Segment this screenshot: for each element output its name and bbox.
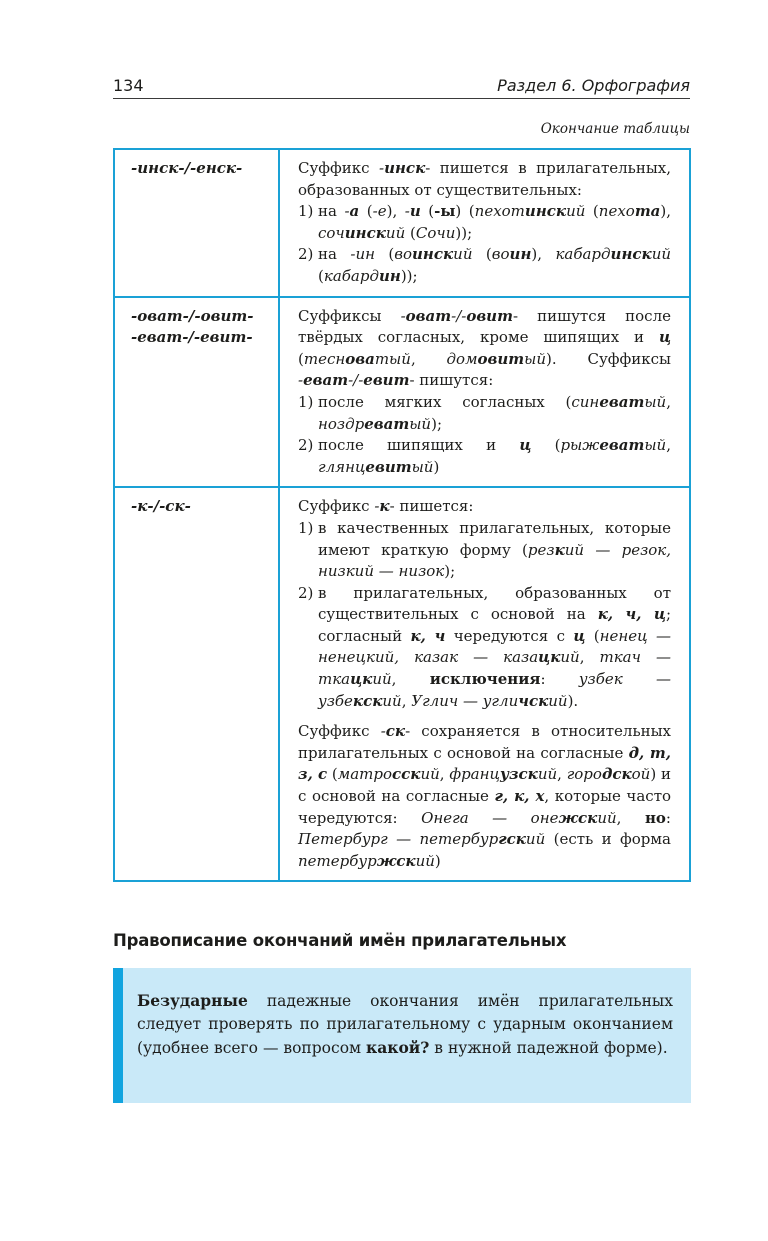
text-run: -: [379, 159, 385, 177]
text-run: какой?: [366, 1038, 430, 1057]
text-run: к: [554, 540, 565, 559]
text-run: овит: [477, 349, 525, 368]
text-run: -: [298, 371, 304, 390]
text-run: ий: [420, 765, 440, 784]
list-item-text: на -а (-е), -и (-ы) (пехотинский (пехота), сочинский (Сочи));: [318, 202, 672, 242]
text-run: ий: [548, 691, 568, 710]
text-run: во: [491, 245, 510, 264]
text-run: -: [400, 306, 406, 325]
text-run: пехо: [598, 202, 635, 221]
rule-intro: Суффикс -инск- пишется в прилагательных, образованных от существительных:: [298, 159, 671, 199]
text-run: пехот: [474, 202, 525, 221]
text-run: франц: [449, 765, 500, 784]
rule-box-accent-bar: [113, 968, 123, 1103]
text-run: евит: [365, 457, 412, 476]
suffix-label: -еват-/-евит-: [131, 328, 253, 347]
table-row: [114, 297, 690, 488]
text-run: к, ч: [410, 626, 446, 645]
text-run: жск: [376, 851, 416, 870]
list-item-number: 1): [298, 392, 314, 411]
text-run: ий: [385, 223, 406, 242]
text-run: инск: [610, 245, 652, 264]
text-run: соч: [318, 223, 345, 242]
list-item: [298, 518, 671, 583]
text-run: тый: [374, 349, 411, 368]
list-item: [298, 392, 671, 435]
text-run: ий: [525, 830, 546, 849]
text-run: ий: [537, 765, 558, 784]
list-item-number: 2): [298, 245, 314, 264]
text-run: дом: [446, 349, 478, 368]
text-run: узбек — узбе: [318, 670, 671, 710]
text-run: ий: [415, 851, 435, 870]
text-run: но: [644, 808, 666, 827]
text-run: ий: [651, 245, 672, 264]
text-run: и: [409, 202, 421, 221]
suffix-label: -оват-/-овит-: [131, 306, 254, 325]
text-run: г, к, х: [494, 787, 545, 806]
text-run: ий: [382, 691, 402, 710]
rule-intro: Суффикс -к- пишется:: [298, 497, 474, 516]
list-item-text: в качественных прилагательных, которые имеют краткую форму (резкий — резок, низкий — низок);: [318, 518, 672, 581]
table-row: [114, 487, 690, 881]
table-row: [114, 149, 690, 297]
suffix-cell: [114, 297, 279, 488]
text-run: ый: [644, 392, 667, 411]
text-run: ый: [409, 414, 432, 433]
text-run: Онега — оне: [421, 808, 559, 827]
text-run: ий: [453, 245, 473, 264]
text-run: ткач — тка: [318, 648, 671, 689]
text-run: инск: [524, 202, 567, 221]
text-run: ин: [378, 266, 401, 285]
text-run: ненец — ненецкий, казак — каза: [318, 626, 671, 667]
text-run: гск: [498, 830, 526, 849]
list-item-text: после шипящих и ц (рыжеватый, глянцевитый): [318, 436, 671, 476]
text-run: еват: [303, 371, 349, 390]
table-caption: Окончание таблицы: [540, 121, 690, 137]
list-item-text: в прилагательных, образованных от существительных с основой на к, ч, ц; согласный к, ч чередуются с ц (ненец — ненецкий, казак — казацкий, ткач — ткацкий, исключения: узбек — узбекский, Углич — угличский).: [318, 583, 671, 710]
text-run: овит: [466, 306, 513, 325]
text-run: ий — резок, низкий — низок: [318, 540, 672, 581]
text-run: ый: [644, 436, 667, 455]
list-item: [298, 201, 671, 244]
text-run: ий: [372, 670, 392, 689]
rule-box-text: Безударные падежные окончания имён прилагательных следует проверять по прилагательному с ударным окончанием (удобнее всего — вопросом какой? в нужной падежной форме).: [137, 991, 673, 1057]
rule-cell: [279, 487, 690, 881]
rule-cell: [279, 297, 690, 488]
running-header: [113, 76, 690, 99]
text-run: Петербург — петербур: [298, 830, 499, 849]
text-run: ск: [385, 722, 406, 741]
list-item-text: после мягких согласных (синеватый, ноздреватый);: [318, 392, 671, 433]
text-run: сск: [392, 765, 421, 784]
list-item-number: 1): [298, 518, 314, 537]
text-run: ый: [524, 349, 547, 368]
text-run: -/-: [451, 306, 467, 325]
text-run: Сочи: [415, 223, 456, 242]
list-item: [298, 435, 671, 478]
rule-intro: Суффиксы -оват-/-овит- пишутся после твёрдых согласных, кроме шипящих и ц (тесноватый, домовитый). Суффиксы -еват-/-евит- пишутся:: [298, 306, 671, 390]
list-item-number: 2): [298, 583, 314, 602]
suffix-label: -инск-/-енск-: [131, 159, 243, 177]
list-item-number: 2): [298, 436, 314, 455]
text-run: Углич — угли: [411, 691, 519, 710]
text-run: -: [344, 202, 350, 221]
text-run: цк: [350, 670, 373, 689]
text-run: к, ч, ц: [597, 605, 666, 624]
text-run: ий: [566, 202, 586, 221]
text-run: жск: [558, 808, 598, 827]
text-run: д, т, з, с: [298, 743, 671, 784]
list-item: [298, 244, 671, 287]
rule-cell: [279, 149, 690, 297]
suffix-cell: [114, 149, 279, 297]
text-run: цк: [538, 648, 561, 667]
text-run: -: [404, 202, 410, 221]
text-run: ий: [560, 648, 580, 667]
text-run: та: [634, 202, 661, 221]
text-run: во: [394, 245, 413, 264]
text-run: еват: [599, 392, 645, 411]
text-run: чск: [518, 691, 549, 710]
text-run: еват: [599, 436, 645, 455]
list-item-number: 1): [298, 202, 314, 221]
text-run: оват: [405, 306, 452, 325]
text-run: ова: [345, 349, 375, 368]
text-run: к: [379, 497, 390, 516]
suffix-rules-table: [113, 148, 691, 882]
text-run: ый: [411, 457, 434, 476]
text-run: ц: [658, 328, 671, 347]
text-run: еват: [364, 414, 410, 433]
text-run: евит: [363, 371, 410, 390]
text-run: дск: [601, 765, 632, 784]
rule-note: Суффикс -ск- сохраняется в относительных прилагательных с основой на согласные д, т, з, с (матросский, французский, городской) и с основой на согласные г, к, х, которые часто чередуются: Онега — онежский, но: Петербург — петербургский (есть и форма петербуржский): [298, 722, 672, 870]
page-number: 134: [113, 76, 144, 95]
text-run: ой: [631, 765, 651, 784]
text-run: -ин: [350, 245, 375, 264]
text-run: рез: [527, 540, 555, 559]
text-run: узск: [499, 765, 538, 784]
text-run: инск: [344, 223, 386, 242]
rule-box: [113, 968, 691, 1103]
text-run: рыж: [560, 436, 600, 455]
text-run: ий: [597, 808, 617, 827]
text-run: кск: [352, 691, 383, 710]
text-run: -: [374, 497, 380, 516]
text-run: -ы: [434, 202, 456, 221]
text-run: матро: [337, 765, 393, 784]
text-run: ц: [573, 626, 586, 645]
text-run: инск: [384, 159, 426, 177]
suffix-cell: [114, 487, 279, 881]
text-run: петербур: [298, 851, 377, 870]
list-item-text: на -ин (воинский (воин), кабардинский (кабардин));: [318, 245, 672, 285]
text-run: тесн: [303, 349, 346, 368]
text-run: ноздр: [318, 414, 365, 433]
text-run: -: [380, 722, 386, 741]
list-item: [298, 583, 671, 713]
text-run: -/-: [348, 371, 364, 390]
suffix-label: -к-/-ск-: [131, 497, 191, 516]
text-run: Безударные: [137, 991, 248, 1010]
text-run: -е: [372, 202, 387, 221]
text-run: инск: [412, 245, 454, 264]
text-run: син: [571, 392, 600, 411]
text-run: исключения: [429, 670, 541, 689]
section-title: Раздел 6. Орфография: [497, 76, 690, 95]
text-run: кабард: [555, 245, 611, 264]
text-run: кабард: [323, 266, 379, 285]
text-run: ц: [519, 436, 532, 455]
text-run: горо: [566, 765, 602, 784]
section-subheading: Правописание окончаний имён прилагательных: [113, 931, 567, 950]
text-run: ин: [509, 245, 532, 264]
text-run: а: [349, 202, 360, 221]
text-run: глянц: [318, 457, 366, 476]
